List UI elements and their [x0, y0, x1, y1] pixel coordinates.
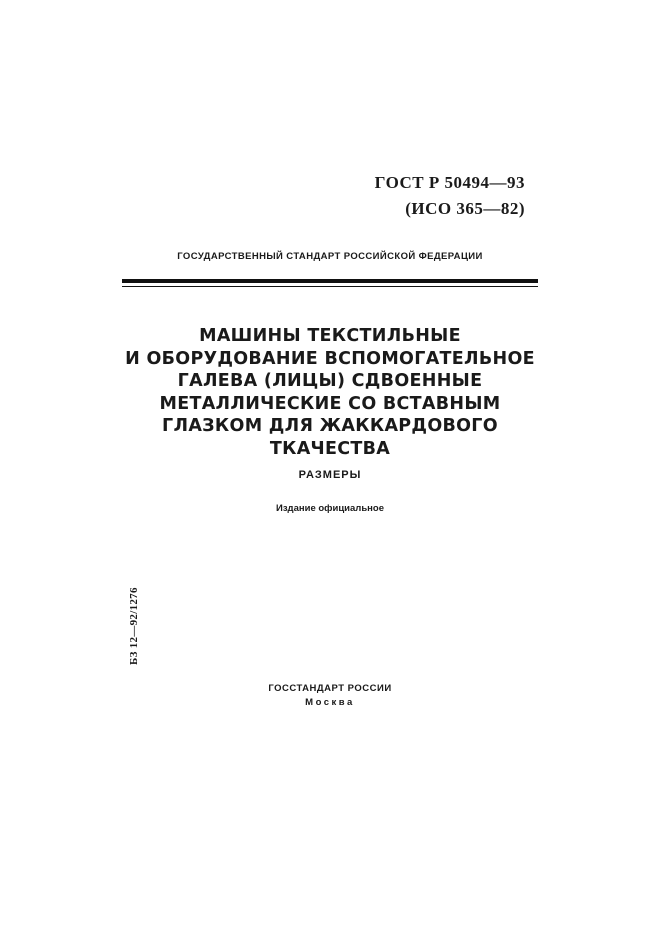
publication-city: Москва	[305, 697, 355, 708]
title-line: МЕТАЛЛИЧЕСКИЕ СО ВСТАВНЫМ	[159, 393, 501, 414]
title-line: ТКАЧЕСТВА	[269, 438, 391, 459]
title-line: ГАЛЕВА (ЛИЦЫ) СДВОЕННЫЕ	[177, 371, 483, 391]
standard-designation	[375, 170, 525, 222]
title-line: ГЛАЗКОМ ДЛЯ ЖАККАРДОВОГО	[162, 416, 498, 436]
side-registration-code: БЗ 12—92/1276	[128, 587, 140, 665]
document-subtitle: РАЗМЕРЫ	[298, 469, 362, 481]
iso-reference: (ИСО 365—82)	[405, 199, 525, 218]
publisher: ГОССТАНДАРТ РОССИИ	[268, 683, 392, 694]
title-line: И ОБОРУДОВАНИЕ ВСПОМОГАТЕЛЬНОЕ	[125, 348, 535, 369]
org-header: ГОСУДАРСТВЕННЫЙ СТАНДАРТ РОССИЙСКОЙ ФЕДЕРАЦИИ	[177, 251, 483, 262]
edition-note: Издание официальное	[276, 503, 384, 514]
document-title	[122, 325, 538, 460]
header-rule-thick	[122, 279, 538, 283]
header-rule-thin	[122, 286, 538, 287]
title-line: МАШИНЫ ТЕКСТИЛЬНЫЕ	[199, 326, 461, 346]
standard-number: ГОСТ Р 50494—93	[374, 173, 525, 192]
